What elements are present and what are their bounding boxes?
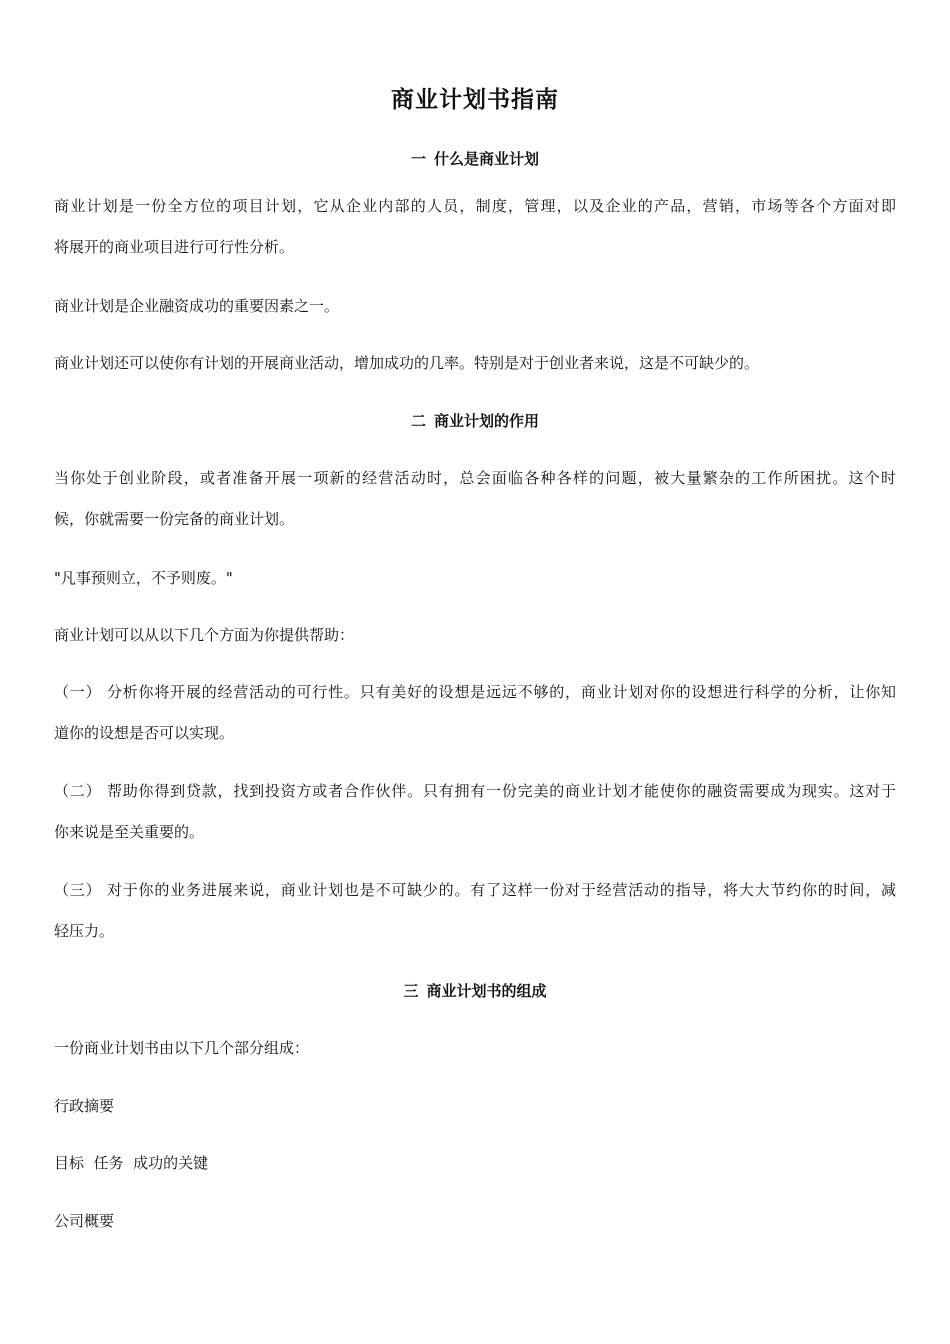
- section-heading-2: [0, 410, 950, 432]
- section-heading-number: 二: [410, 412, 426, 430]
- paragraph-line: 当你处于创业阶段，或者准备开展一项新的经营活动时，总会面临各种各样的问题，被大量繁杂的工作所困扰。这个时: [54, 469, 896, 487]
- paragraph: [54, 186, 896, 268]
- paragraph: 商业计划还可以使你有计划的开展商业活动，增加成功的几率。特别是对于创业者来说，这是不可缺少的。: [54, 354, 760, 372]
- paragraph: [54, 458, 896, 540]
- document-title: 商业计划书指南: [391, 87, 559, 113]
- paragraph: 商业计划是企业融资成功的重要因素之一。: [54, 297, 340, 315]
- paragraph-line: 候，你就需要一份完备的商业计划。: [54, 510, 295, 528]
- paragraph-line: 道你的设想是否可以实现。: [54, 724, 235, 742]
- paragraph: 商业计划可以从以下几个方面为你提供帮助：: [54, 626, 355, 644]
- section-heading-text: 商业计划的作用: [434, 412, 540, 430]
- section-heading-text: 什么是商业计划: [434, 150, 540, 168]
- section-heading-number: 三: [403, 982, 419, 1000]
- list-item: [54, 771, 896, 853]
- paragraph-line: 轻压力。: [54, 922, 115, 940]
- paragraph-line: （三） 对于你的业务进展来说，商业计划也是不可缺少的。有了这样一份对于经营活动的指导，将大大节约你的时间，减: [54, 881, 896, 899]
- paragraph: 一份商业计划书由以下几个部分组成：: [54, 1039, 310, 1057]
- section-heading-text: 商业计划书的组成: [426, 982, 547, 1000]
- quote-paragraph: "凡事预则立，不予则废。": [54, 569, 233, 587]
- list-item: 目标 任务 成功的关键: [54, 1154, 209, 1172]
- list-item: [54, 672, 896, 754]
- section-heading-number: 一: [410, 150, 426, 168]
- list-item: 行政摘要: [54, 1097, 115, 1115]
- list-item: [54, 870, 896, 952]
- paragraph-line: 商业计划是一份全方位的项目计划，它从企业内部的人员，制度，管理，以及企业的产品，营销，市场等各个方面对即: [54, 197, 896, 215]
- paragraph-line: （二） 帮助你得到贷款，找到投资方或者合作伙伴。只有拥有一份完美的商业计划才能使你的融资需要成为现实。这对于: [54, 782, 896, 800]
- paragraph-line: 你来说是至关重要的。: [54, 823, 205, 841]
- list-item: 公司概要: [54, 1212, 115, 1230]
- paragraph-line: 将展开的商业项目进行可行性分析。: [54, 238, 295, 256]
- paragraph-line: （一） 分析你将开展的经营活动的可行性。只有美好的设想是远远不够的，商业计划对你的设想进行科学的分析，让你知: [54, 683, 896, 701]
- section-heading-1: [0, 148, 950, 170]
- section-heading-3: [0, 980, 950, 1002]
